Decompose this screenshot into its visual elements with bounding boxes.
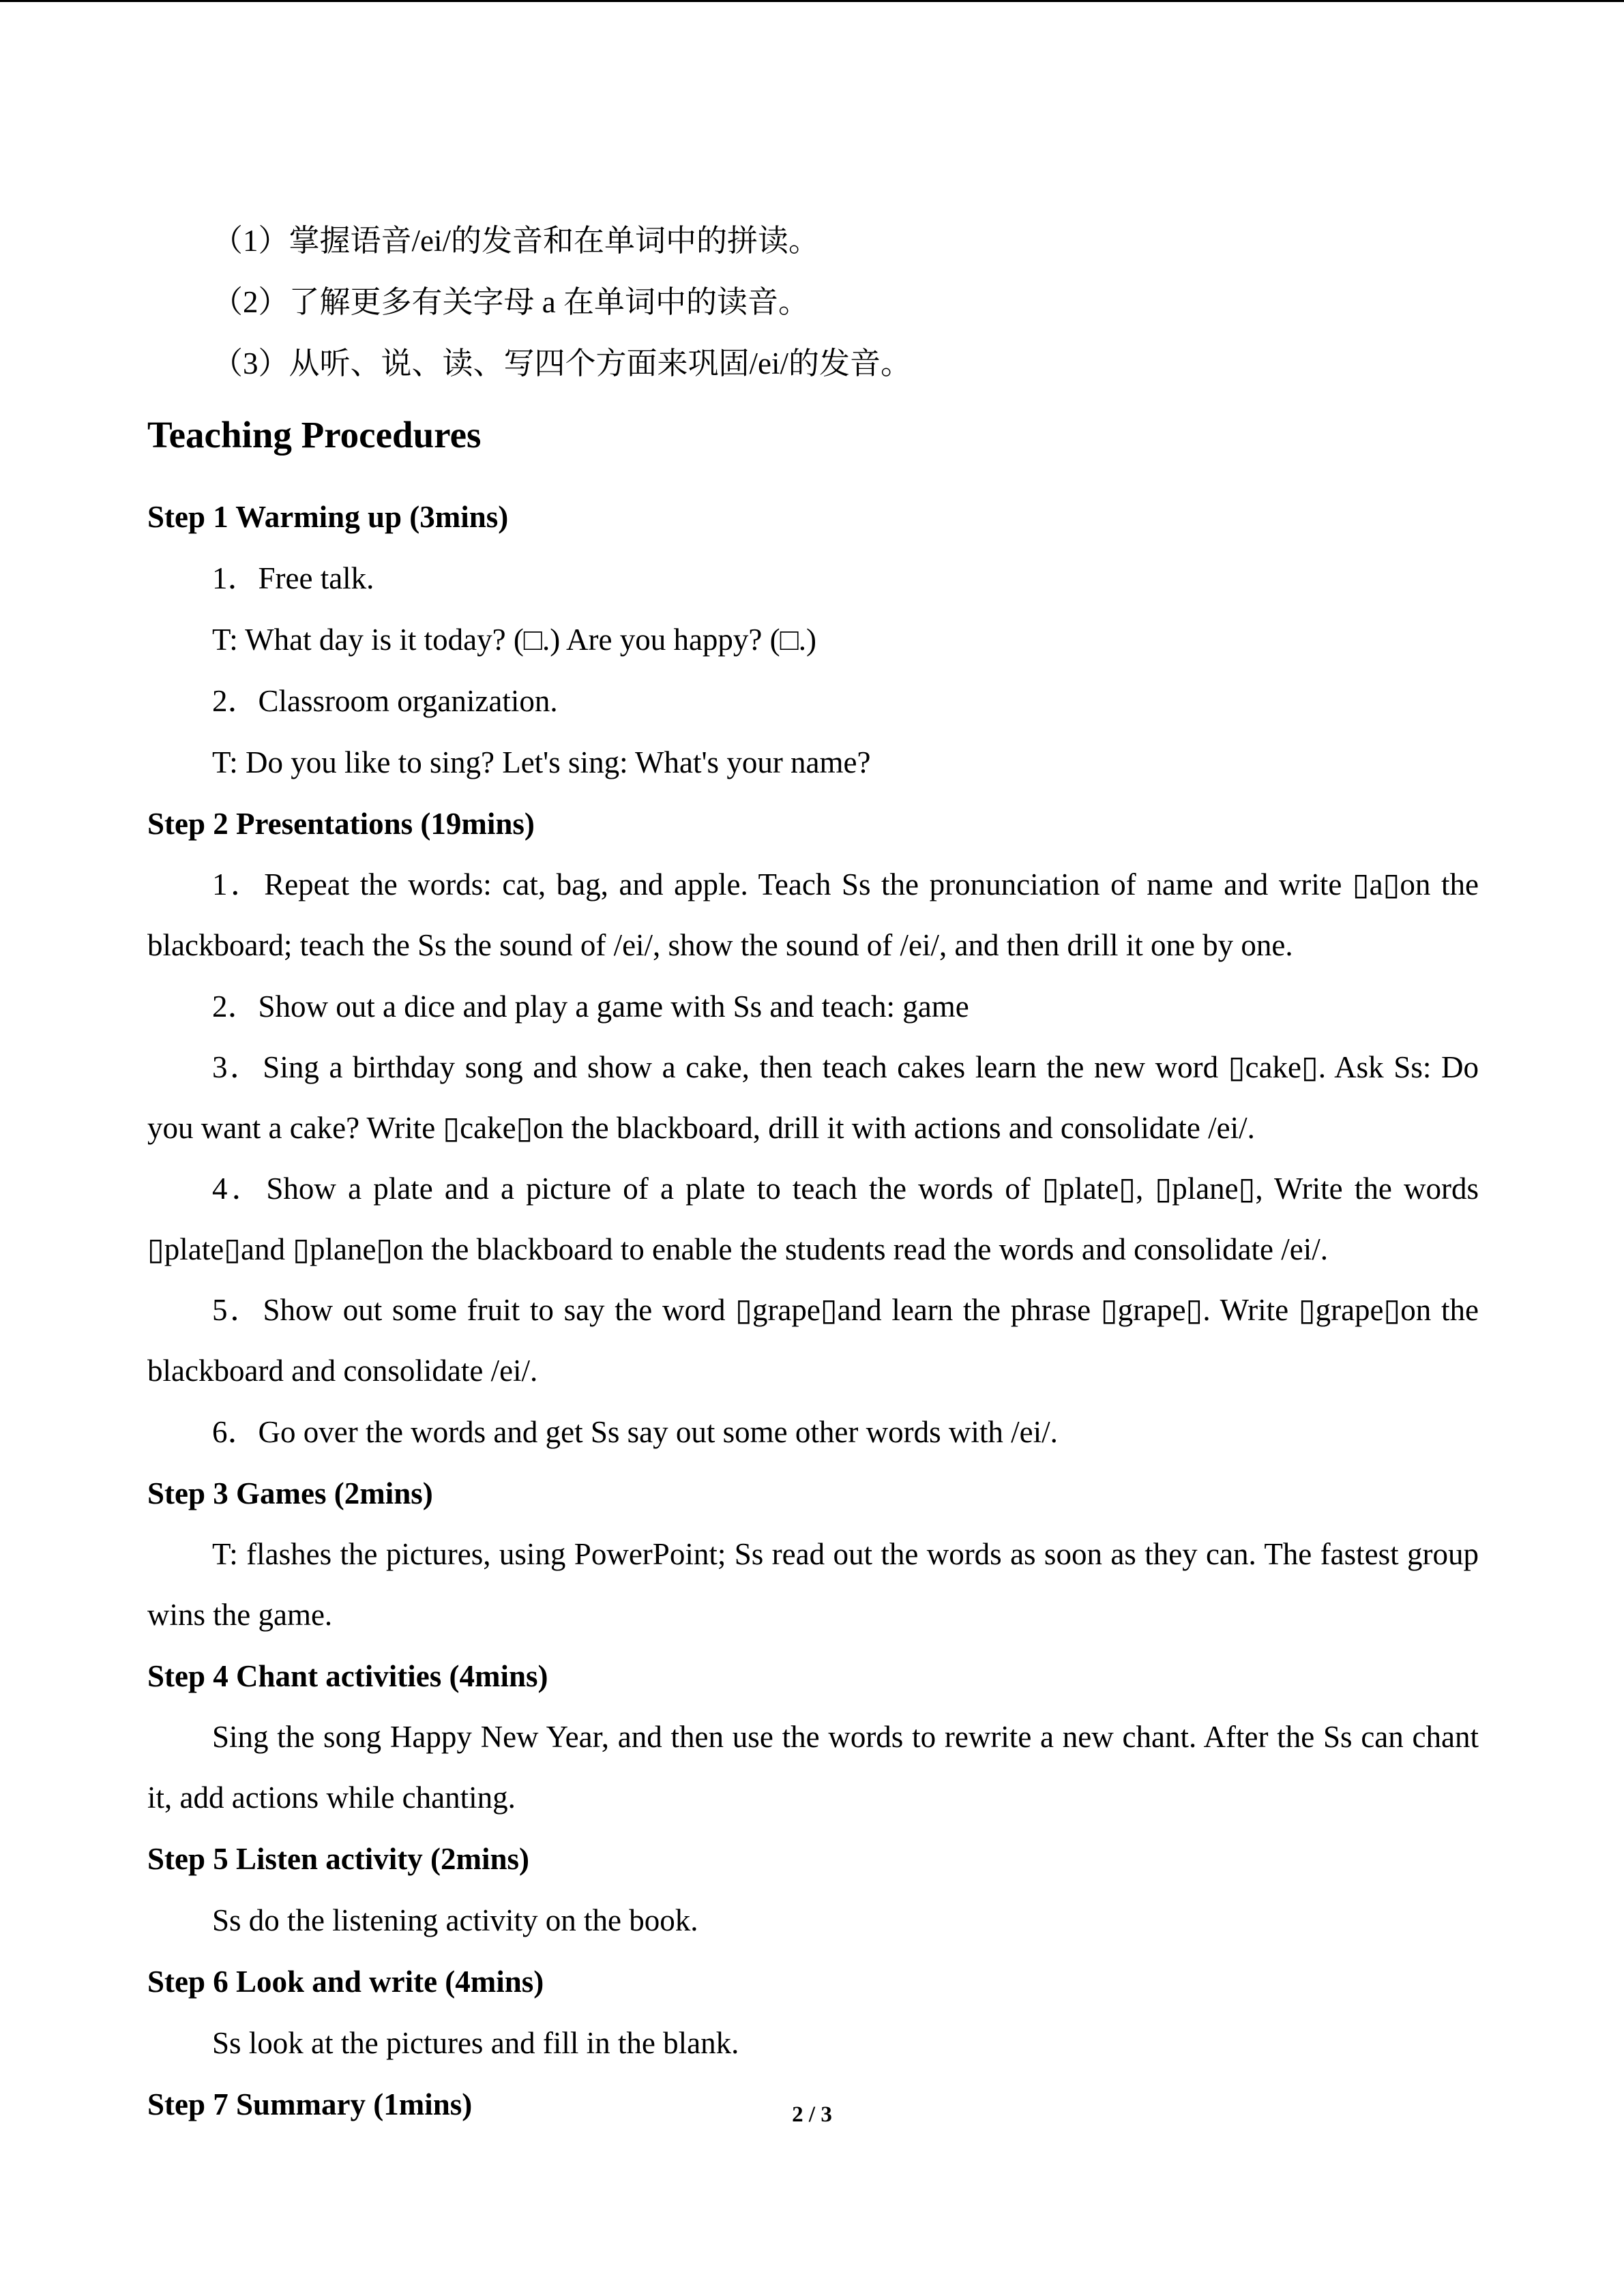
step-text: 2．Classroom organization.: [212, 684, 558, 718]
steps-list: [147, 486, 1479, 2135]
step-text: 3．Sing a birthday song and show a cake, then teach cakes learn the new word ▯cake▯. Ask Ss: Do you want a cake? Write ▯cake▯on the blackboard, drill it with actions and consolidate /ei/.: [147, 1050, 1479, 1145]
page-number: 2 / 3: [792, 2102, 832, 2127]
step-title: Step 2 Presentations (19mins): [147, 807, 535, 841]
step-text: 1．Free talk.: [212, 561, 374, 595]
step-text: 5．Show out some fruit to say the word ▯grape▯and learn the phrase ▯grape▯. Write ▯grape▯on the blackboard and consolidate /ei/.: [147, 1293, 1479, 1388]
objective-item: （2）了解更多有关字母 a 在单词中的读音。: [212, 285, 809, 319]
step-title: Step 1 Warming up (3mins): [147, 500, 509, 534]
step-title: Step 4 Chant activities (4mins): [147, 1659, 548, 1693]
step-block: [147, 1951, 1479, 2074]
step-text: T: flashes the pictures, using PowerPoint; Ss read out the words as soon as they can. The fastest group wins the game.: [147, 1537, 1479, 1632]
step-title: Step 5 Listen activity (2mins): [147, 1842, 529, 1876]
step-text: Ss look at the pictures and fill in the blank.: [212, 2026, 739, 2060]
step-text: 2．Show out a dice and play a game with Ss and teach: game: [212, 989, 969, 1024]
step-text: T: What day is it today? (□.) Are you happy? (□.): [212, 623, 817, 657]
step-text: 6．Go over the words and get Ss say out some other words with /ei/.: [212, 1415, 1058, 1449]
step-title: Step 6 Look and write (4mins): [147, 1965, 544, 1999]
step-text: Sing the song Happy New Year, and then use the words to rewrite a new chant. After the Ss can chant it, add actions while chanting.: [147, 1720, 1479, 1815]
step-block: [147, 1828, 1479, 1951]
step-text: 1．Repeat the words: cat, bag, and apple. Teach Ss the pronunciation of name and write ▯a▯on the blackboard; teach the Ss the sound of /ei/, show the sound of /ei/, and then drill it one by one.: [147, 867, 1479, 962]
objective-item: （1）掌握语音/ei/的发音和在单词中的拼读。: [212, 224, 819, 258]
step-block: [147, 1463, 1479, 1645]
section-title: Teaching Procedures: [147, 414, 482, 456]
step-title: Step 3 Games (2mins): [147, 1476, 433, 1510]
page-content: [147, 210, 1479, 2135]
step-block: [147, 1645, 1479, 1828]
step-text: 4．Show a plate and a picture of a plate to teach the words of ▯plate▯, ▯plane▯, Write the words ▯plate▯and ▯plane▯on the blackboard to enable the students read the words and consolidate /ei/.: [147, 1172, 1479, 1266]
step-text: Ss do the listening activity on the book.: [212, 1903, 698, 1937]
objective-item: （3）从听、说、读、写四个方面来巩固/ei/的发音。: [212, 346, 911, 381]
step-block: [147, 486, 1479, 793]
step-text: T: Do you like to sing? Let's sing: What's your name?: [212, 745, 871, 779]
step-block: [147, 793, 1479, 1463]
step-title: Step 7 Summary (1mins): [147, 2087, 473, 2121]
